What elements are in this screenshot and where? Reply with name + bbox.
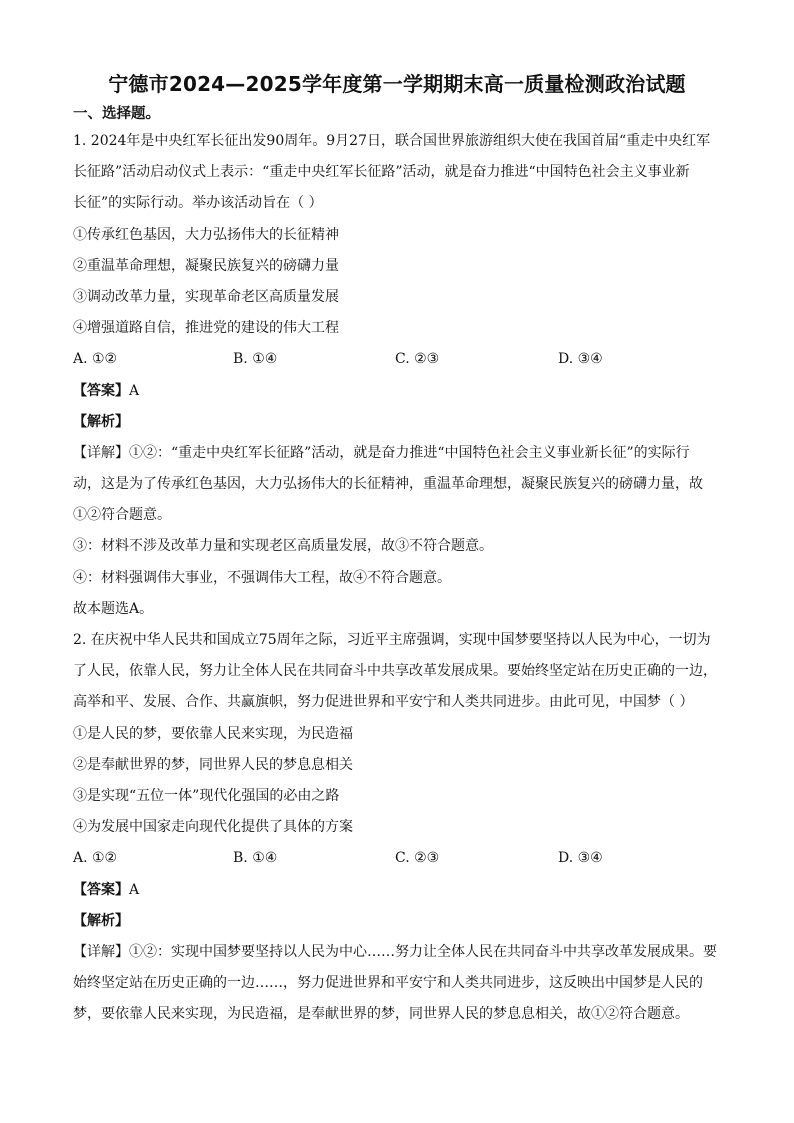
question-item: ①传承红色基因，大力弘扬伟大的长征精神 <box>73 226 339 243</box>
answer-line <box>73 376 723 407</box>
option-a: A. ①② <box>73 351 118 368</box>
question-stem-line: 长征路”活动启动仪式上表示：“重走中央红军长征路”活动，就是奋力推进“中国特色社会主义事业新 <box>73 164 690 181</box>
question-stem-line: 长征”的实际行动。举办该活动旨在（ ） <box>73 195 323 212</box>
question-stem-line: 高举和平、发展、合作、共赢旗帜，努力促进世界和平安宁和人类共同进步。由此可见，中国梦（ ） <box>73 694 694 711</box>
detail-line: 梦，要依靠人民来实现，为民造福，是奉献世界的梦，同世界人民的梦息息相关，故①②符合题意。 <box>73 1006 689 1023</box>
analysis-label: 【解析】 <box>73 912 129 929</box>
question-item: ④增强道路自信，推进党的建设的伟大工程 <box>73 320 339 337</box>
detail-line: 【详解】①②：实现中国梦要坚持以人民为中心……努力让全体人民在共同奋斗中共享改革发展成果。要 <box>73 943 717 960</box>
question-content <box>73 126 723 1030</box>
answer-options <box>73 344 723 375</box>
answer-label: 【答案】 <box>73 382 129 399</box>
answer-value: A <box>129 881 140 898</box>
question-item: ②是奉献世界的梦，同世界人民的梦息息相关 <box>73 756 353 773</box>
page-title: 宁德市2024—2025学年度第一学期期末高一质量检测政治试题 <box>108 72 686 96</box>
question-item: ④为发展中国家走向现代化提供了具体的方案 <box>73 819 353 836</box>
detail-line: 故本题选A。 <box>73 600 154 617</box>
answer-line <box>73 875 723 906</box>
detail-line: 【详解】①②：“重走中央红军长征路”活动，就是奋力推进“中国特色社会主义事业新长征”的实际行 <box>73 444 690 461</box>
answer-options <box>73 843 723 874</box>
option-c: C. ②③ <box>395 351 440 368</box>
detail-line: 动，这是为了传承红色基因，大力弘扬伟大的长征精神，重温革命理想，凝聚民族复兴的磅礴力量，故 <box>73 476 703 493</box>
detail-line: 始终坚定站在历史正确的一边……，努力促进世界和平安宁和人类共同进步，这反映出中国梦是人民的 <box>73 975 703 992</box>
option-d: D. ③④ <box>558 850 603 867</box>
detail-line: ①②符合题意。 <box>73 507 171 524</box>
detail-line: ③：材料不涉及改革力量和实现老区高质量发展，故③不符合题意。 <box>73 538 493 555</box>
option-c: C. ②③ <box>395 850 440 867</box>
option-b: B. ①④ <box>233 351 278 368</box>
answer-label: 【答案】 <box>73 881 129 898</box>
question-item: ②重温革命理想，凝聚民族复兴的磅礴力量 <box>73 257 339 274</box>
question-1 <box>73 126 723 625</box>
analysis-line <box>73 407 723 438</box>
section-heading: 一、选择题。 <box>73 106 160 122</box>
question-stem-line: 了人民，依靠人民，努力让全体人民在共同奋斗中共享改革发展成果。要始终坚定站在历史正确的一边， <box>73 663 717 680</box>
option-b: B. ①④ <box>233 850 278 867</box>
option-a: A. ①② <box>73 850 118 867</box>
question-item: ①是人民的梦，要依靠人民来实现，为民造福 <box>73 725 353 742</box>
question-item: ③调动改革力量，实现革命老区高质量发展 <box>73 288 339 305</box>
analysis-label: 【解析】 <box>73 413 129 430</box>
question-2 <box>73 625 723 1030</box>
question-stem-line: 2. 在庆祝中华人民共和国成立75周年之际，习近平主席强调，实现中国梦要坚持以人民为中心，一切为 <box>73 632 711 648</box>
question-stem-line: 1. 2024年是中央红军长征出发90周年。9月27日，联合国世界旅游组织大使在我国首届“重走中央红军 <box>73 133 711 149</box>
detail-line: ④：材料强调伟大事业，不强调伟大工程，故④不符合题意。 <box>73 569 451 586</box>
analysis-line <box>73 906 723 937</box>
option-d: D. ③④ <box>558 351 603 368</box>
answer-value: A <box>129 382 140 399</box>
question-item: ③是实现“五位一体”现代化强国的必由之路 <box>73 787 340 804</box>
